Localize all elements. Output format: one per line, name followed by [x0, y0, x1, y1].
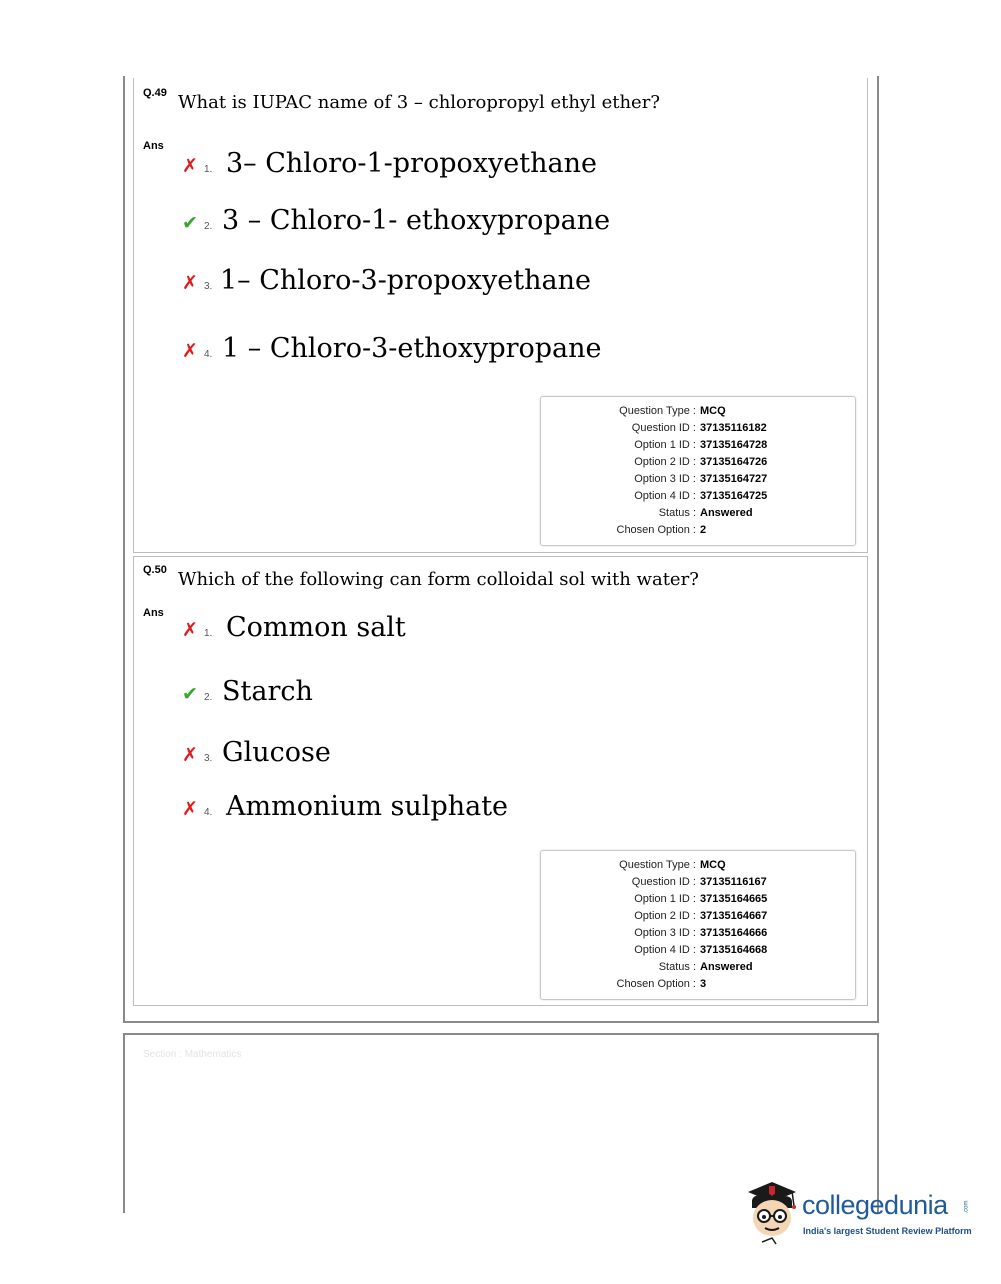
option-1 [182, 612, 406, 643]
option-3 [182, 265, 591, 296]
cross-mark-icon: ✗ [182, 619, 198, 641]
option-number: 3. [204, 753, 213, 764]
question-text: What is IUPAC name of 3 – chloropropyl ethyl ether? [178, 92, 660, 113]
meta-option-4-id: Option 4 ID : 37135164725 [634, 490, 768, 502]
meta-chosen-option: Chosen Option : 2 [616, 524, 707, 536]
question-meta-box [540, 850, 856, 1000]
option-text: 1– Chloro-3-propoxyethane [220, 265, 591, 296]
cross-mark-icon: ✗ [182, 272, 198, 294]
option-number: 4. [204, 807, 213, 818]
option-4 [182, 333, 602, 364]
option-number: 3. [204, 281, 213, 292]
meta-option-2-id: Option 2 ID : 37135164667 [634, 910, 768, 922]
meta-option-3-id: Option 3 ID : 37135164666 [634, 927, 768, 939]
question-panel-50 [133, 556, 868, 1006]
meta-question-type: Question Type : MCQ [619, 859, 726, 871]
question-text: Which of the following can form colloidal sol with water? [178, 569, 699, 590]
option-number: 4. [204, 349, 213, 360]
meta-question-id: Question ID : 37135116182 [631, 422, 767, 434]
meta-option-3-id: Option 3 ID : 37135164727 [634, 473, 768, 485]
brand-tagline: India's largest Student Review Platform [803, 1226, 972, 1236]
option-2 [182, 205, 610, 236]
meta-option-1-id: Option 1 ID : 37135164728 [634, 439, 768, 451]
meta-option-4-id: Option 4 ID : 37135164668 [634, 944, 768, 956]
answer-label: Ans [143, 607, 164, 619]
question-number: Q.50 [143, 564, 167, 576]
collegedunia-brand [742, 1176, 972, 1246]
mascot-logo-icon [742, 1176, 802, 1246]
cross-mark-icon: ✗ [182, 340, 198, 362]
meta-question-type: Question Type : MCQ [619, 405, 726, 417]
option-1 [182, 148, 597, 179]
option-number: 1. [204, 628, 213, 639]
option-4 [182, 791, 508, 822]
check-mark-icon: ✔ [182, 212, 198, 234]
cross-mark-icon: ✗ [182, 798, 198, 820]
answer-label: Ans [143, 140, 164, 152]
option-text: 1 – Chloro-3-ethoxypropane [222, 333, 602, 364]
check-mark-icon: ✔ [182, 683, 198, 705]
brand-suffix: .com [963, 1200, 970, 1214]
section-heading-faint: Section : Mathematics [143, 1049, 242, 1060]
option-number: 2. [204, 692, 213, 703]
option-2 [182, 676, 313, 707]
meta-chosen-option: Chosen Option : 3 [616, 978, 707, 990]
cross-mark-icon: ✗ [182, 744, 198, 766]
option-text: Glucose [222, 737, 331, 768]
option-text: 3– Chloro-1-propoxyethane [226, 148, 597, 179]
meta-option-1-id: Option 1 ID : 37135164665 [634, 893, 768, 905]
option-text: Ammonium sulphate [226, 791, 509, 822]
brand-name: collegedunia [802, 1190, 948, 1220]
question-number: Q.49 [143, 87, 167, 99]
option-text: Common salt [226, 612, 406, 643]
cross-mark-icon: ✗ [182, 155, 198, 177]
option-3 [182, 737, 331, 768]
option-number: 1. [204, 164, 213, 175]
option-text: 3 – Chloro-1- ethoxypropane [222, 205, 611, 236]
question-panel-49 [133, 78, 868, 553]
meta-status: Status : Answered [658, 507, 753, 519]
meta-option-2-id: Option 2 ID : 37135164726 [634, 456, 768, 468]
meta-question-id: Question ID : 37135116167 [631, 876, 767, 888]
option-text: Starch [222, 676, 313, 707]
option-number: 2. [204, 221, 213, 232]
question-meta-box [540, 396, 856, 546]
meta-status: Status : Answered [658, 961, 753, 973]
